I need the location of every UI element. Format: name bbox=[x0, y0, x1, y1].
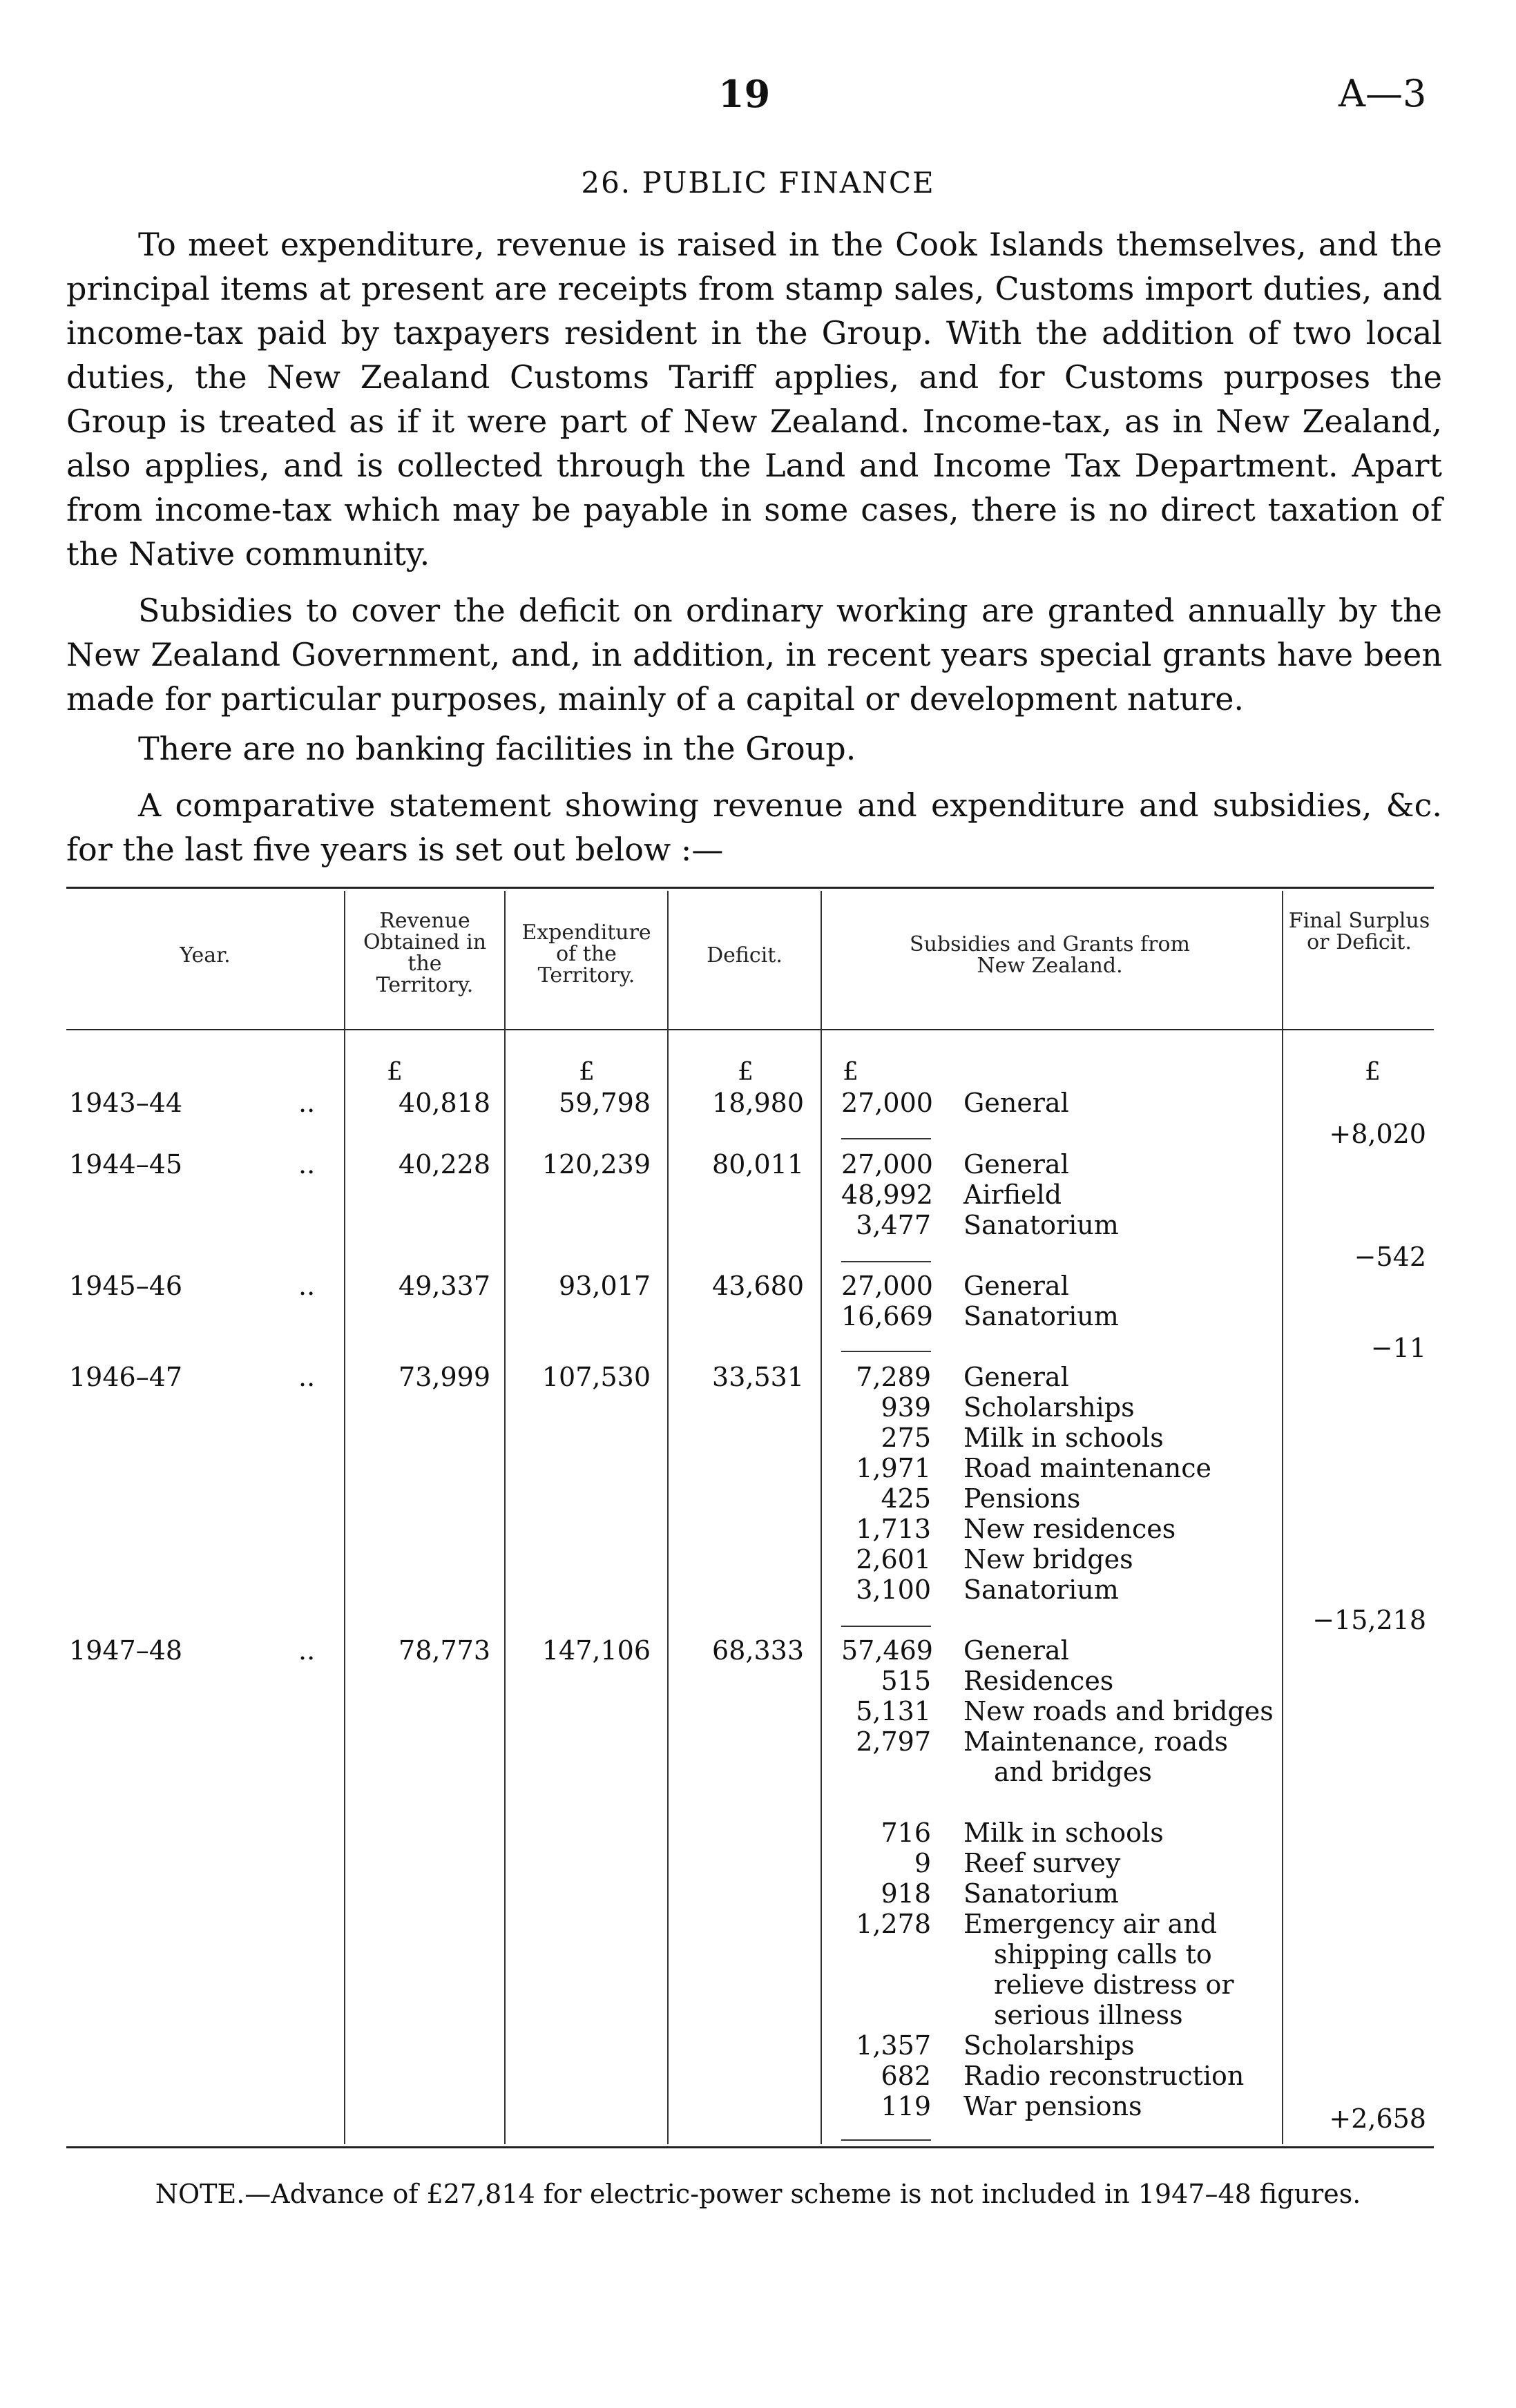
row-deficit: 43,680 bbox=[712, 1271, 804, 1301]
paragraph-statement-intro: A comparative statement showing revenue and expenditure and subsidies, &c. for the last five years is set out below :— bbox=[66, 787, 1442, 868]
table-bottom-rule bbox=[66, 2146, 1434, 2148]
paragraph-subsidies: Subsidies to cover the deficit on ordinary working are granted annually by the New Zealand Government, and, in addition, in recent years special grants have been made for particular purposes, mainly of a capital or development nature. bbox=[66, 592, 1442, 717]
row-expenditure: 120,239 bbox=[541, 1149, 651, 1179]
final-surplus-deficit: +8,020 bbox=[1329, 1119, 1426, 1149]
row-expenditure: 93,017 bbox=[559, 1271, 651, 1301]
header-deficit: Deficit. bbox=[707, 943, 783, 967]
row-year: 1947–48 bbox=[69, 1635, 183, 1666]
column-divider bbox=[1282, 891, 1283, 2144]
header-subsidies: Subsidies and Grants from New Zealand. bbox=[910, 932, 1190, 978]
row-year: 1943–44 bbox=[69, 1088, 183, 1118]
row-deficit: 68,333 bbox=[712, 1635, 804, 1666]
column-divider bbox=[504, 891, 506, 2144]
subtotal-rule bbox=[841, 1261, 931, 1262]
final-surplus-deficit: −11 bbox=[1370, 1333, 1426, 1363]
column-divider bbox=[344, 891, 345, 2144]
row-revenue: 78,773 bbox=[399, 1635, 490, 1666]
final-surplus-deficit: −15,218 bbox=[1312, 1605, 1426, 1635]
final-surplus-deficit: −542 bbox=[1354, 1242, 1426, 1272]
row-leader-dots: .. bbox=[298, 1088, 316, 1118]
row-revenue: 40,228 bbox=[399, 1149, 490, 1179]
row-expenditure: 107,530 bbox=[541, 1362, 651, 1392]
currency-sign: £ bbox=[843, 1058, 858, 1086]
row-deficit: 33,531 bbox=[712, 1362, 804, 1392]
row-leader-dots: .. bbox=[298, 1635, 316, 1666]
final-surplus-deficit: +2,658 bbox=[1329, 2103, 1426, 2134]
table-note: NOTE.—Advance of £27,814 for electric-power scheme is not included in 1947–48 figures. bbox=[155, 2179, 1361, 2209]
currency-sign: £ bbox=[1365, 1058, 1381, 1086]
row-revenue: 40,818 bbox=[399, 1088, 490, 1118]
column-divider bbox=[667, 891, 669, 2144]
currency-sign: £ bbox=[738, 1058, 754, 1086]
table-header-rule bbox=[66, 1029, 1434, 1030]
header-final: Final Surplus or Deficit. bbox=[1288, 909, 1430, 954]
subtotal-rule bbox=[841, 1138, 931, 1139]
row-revenue: 49,337 bbox=[399, 1271, 490, 1301]
page-number: 19 bbox=[718, 72, 771, 116]
document-reference: A—3 bbox=[1339, 72, 1427, 115]
section-heading: 26. PUBLIC FINANCE bbox=[581, 166, 935, 200]
subtotal-rule bbox=[841, 2139, 931, 2141]
row-deficit: 18,980 bbox=[712, 1088, 804, 1118]
row-expenditure: 147,106 bbox=[541, 1635, 651, 1666]
row-year: 1944–45 bbox=[69, 1149, 183, 1179]
row-leader-dots: .. bbox=[298, 1149, 316, 1179]
row-leader-dots: .. bbox=[298, 1271, 316, 1301]
header-expenditure: Expenditure of the Territory. bbox=[521, 921, 651, 988]
column-divider bbox=[821, 891, 822, 2144]
paragraph-revenue: To meet expenditure, revenue is raised in the Cook Islands themselves, and the principal items at present are receipts from stamp sales, Customs import duties, and income-tax paid by taxpayers resident in the Group. With the addition of two local duties, the New Zealand Customs Tariff applies, and for Customs purposes the Group is treated as if it were part of New Zealand. Income-tax, as in New Zealand, also applies, and is collected through the Land and Income Tax Department. Apart from income-tax which may be payable in some cases, there is no direct taxation of the Native community. bbox=[66, 226, 1442, 572]
paragraph-banking: There are no banking facilities in the Group. bbox=[138, 730, 856, 767]
table-top-rule bbox=[66, 887, 1434, 889]
row-year: 1945–46 bbox=[69, 1271, 183, 1301]
currency-sign: £ bbox=[579, 1058, 595, 1086]
row-year: 1946–47 bbox=[69, 1362, 183, 1392]
row-deficit: 80,011 bbox=[712, 1149, 804, 1179]
subtotal-rule bbox=[841, 1351, 931, 1352]
currency-sign: £ bbox=[387, 1058, 403, 1086]
row-revenue: 73,999 bbox=[399, 1362, 490, 1392]
header-year: Year. bbox=[180, 943, 231, 967]
header-revenue: Revenue Obtained in the Territory. bbox=[363, 909, 487, 997]
subtotal-rule bbox=[841, 1626, 931, 1627]
row-expenditure: 59,798 bbox=[559, 1088, 651, 1118]
row-leader-dots: .. bbox=[298, 1362, 316, 1392]
